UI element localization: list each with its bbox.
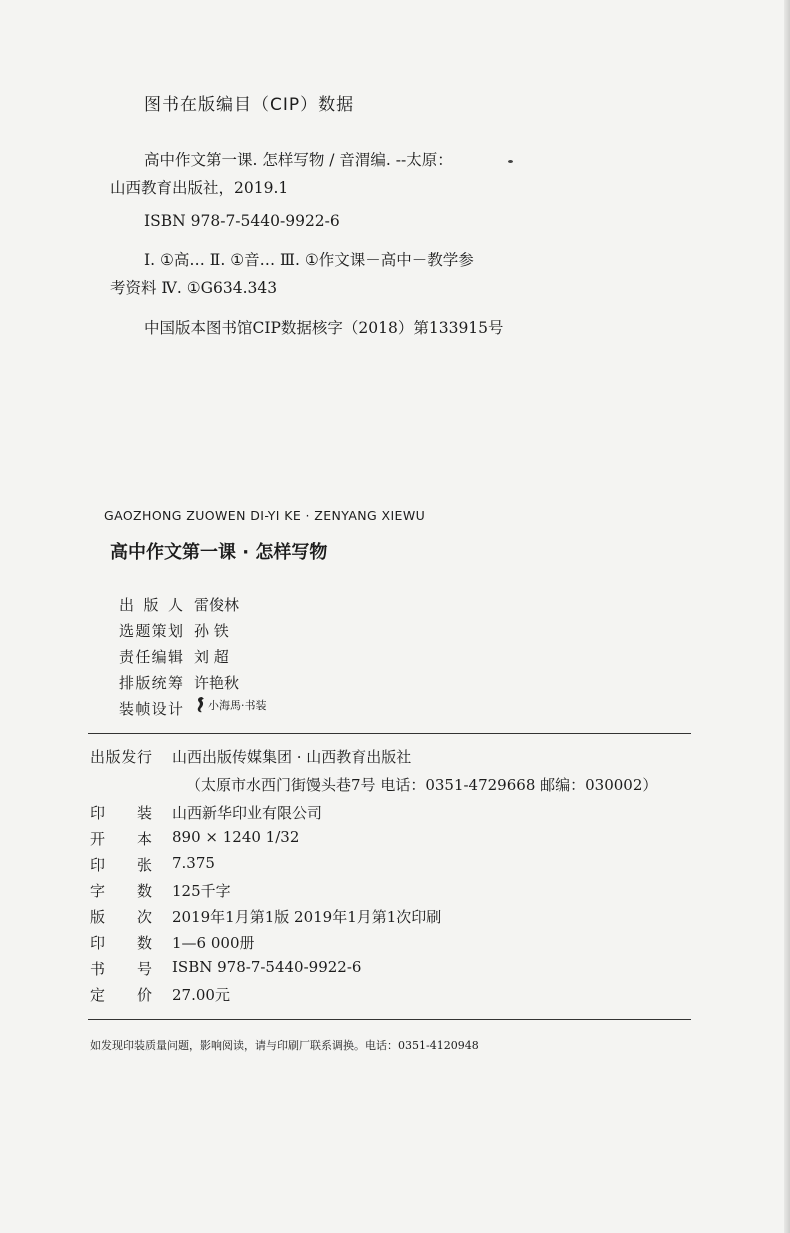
cip-line-2: 山西教育出版社，2019.1 (110, 179, 289, 197)
book-title-pinyin: GAOZHONG ZUOWEN DI-YI KE · ZENYANG XIEWU (104, 508, 426, 523)
staff-label: 排版统筹 (119, 674, 183, 692)
staff-value: 刘 超 (194, 648, 229, 666)
seahorse-icon (194, 696, 206, 714)
page-edge (784, 0, 790, 1233)
cip-line-1: 高中作文第一课. 怎样写物 / 音渭编. --太原： (144, 151, 453, 169)
designer-logo-text: 小海馬·书装 (208, 699, 267, 712)
cip-classification-2: 考资料 Ⅳ. ①G634.343 (110, 279, 278, 297)
pub-value: 7.375 (172, 854, 215, 872)
staff-value: 孙 铁 (194, 622, 229, 640)
cip-record-number: 中国版本图书馆CIP数据核字（2018）第133915号 (144, 319, 504, 337)
pub-value: 2019年1月第1版 2019年1月第1次印刷 (172, 908, 442, 926)
staff-label: 装帧设计 (119, 700, 183, 718)
pub-label: 版次 (90, 908, 152, 926)
pub-value: 27.00元 (172, 986, 230, 1004)
quality-notice: 如发现印装质量问题，影响阅读，请与印刷厂联系调换。电话：0351-4120948 (90, 1039, 479, 1052)
pub-label: 印数 (90, 934, 152, 952)
staff-label: 出版人 (119, 596, 183, 614)
pub-label: 开本 (90, 830, 152, 848)
book-title: 高中作文第一课 · 怎样写物 (110, 542, 328, 563)
pub-label: 印装 (90, 804, 152, 822)
pub-label: 字数 (90, 882, 152, 900)
designer-logo (194, 696, 267, 714)
print-speck (508, 160, 513, 163)
staff-value: 雷俊林 (194, 596, 240, 614)
cip-title: 图书在版编目（CIP）数据 (144, 95, 355, 115)
staff-label: 责任编辑 (119, 648, 183, 666)
divider (88, 733, 691, 734)
pub-value: （太原市水西门街馒头巷7号 电话：0351-4729668 邮编：030002） (186, 776, 658, 794)
staff-value: 许艳秋 (194, 674, 240, 692)
pub-label: 书号 (90, 960, 152, 978)
staff-label: 选题策划 (119, 622, 183, 640)
pub-value: 890 × 1240 1/32 (172, 828, 300, 846)
pub-label: 定价 (90, 986, 152, 1004)
cip-classification-1: Ⅰ. ①高… Ⅱ. ①音… Ⅲ. ①作文课－高中－教学参 (144, 251, 474, 269)
pub-value: 山西出版传媒集团 · 山西教育出版社 (172, 748, 412, 766)
pub-label: 印张 (90, 856, 152, 874)
pub-value: 125千字 (172, 882, 231, 900)
cip-isbn: ISBN 978-7-5440-9922-6 (144, 212, 340, 230)
pub-value: ISBN 978-7-5440-9922-6 (172, 958, 362, 976)
pub-value: 1—6 000册 (172, 934, 255, 952)
pub-value: 山西新华印业有限公司 (172, 804, 323, 822)
pub-label: 出版发行 (90, 748, 152, 766)
divider (88, 1019, 691, 1020)
